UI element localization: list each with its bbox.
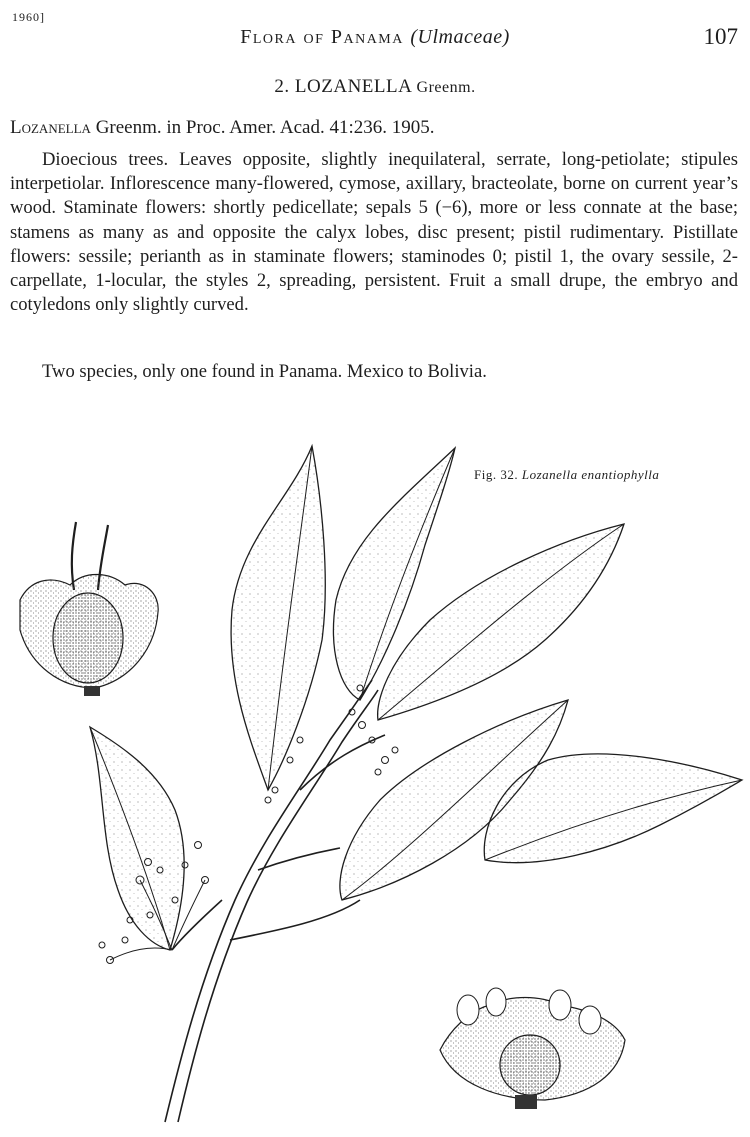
running-head: [0, 26, 750, 49]
volume-year: 1960]: [12, 10, 45, 24]
genus-heading: [0, 76, 750, 98]
leaf-upper-left: [231, 446, 325, 790]
citation-genus: Lozanella: [10, 117, 91, 138]
leaf-lower-left: [90, 727, 184, 950]
citation-reference: Greenm. in Proc. Amer. Acad. 41:236. 1905.: [90, 117, 435, 138]
botanical-illustration: [0, 420, 750, 1137]
figure-binomial: Lozanella enantiophylla: [521, 467, 660, 482]
running-head-family: (Ulmaceae): [410, 26, 510, 48]
flower-detail: [440, 988, 625, 1109]
fruit-detail: [20, 522, 158, 696]
figure-label: Fig. 32.: [474, 467, 519, 482]
page-number: 107: [703, 24, 738, 49]
genus-distribution: Two species, only one found in Panama. Mexico to Bolivia.: [42, 361, 487, 382]
genus-name: LOZANELLA: [294, 76, 412, 97]
genus-number: 2.: [274, 76, 290, 97]
genus-author: Greenm.: [416, 79, 476, 96]
running-head-title: Flora of Panama: [240, 26, 404, 48]
genus-description: Dioecious trees. Leaves opposite, slightly inequilateral, serrate, long-petiolate; stipules interpetiolar. Inflorescence many-flowered, cymose, axillary, bracteolate, borne on current year’s wood. Staminate flowers: shortly pedicellate; sepals 5 (−6), more or less connate at the base; stamens as many as and opposite the calyx lobes, disc present; pistil rudimentary. Pistillate flowers: sessile; perianth as in staminate flowers; staminodes 0; pistil 1, the ovary sessile, 2-carpellate, 1-locular, the styles 2, spreading, persistent. Fruit a small drupe, the embryo and cotyledons only slightly curved.: [10, 149, 738, 316]
genus-citation: [10, 117, 740, 139]
